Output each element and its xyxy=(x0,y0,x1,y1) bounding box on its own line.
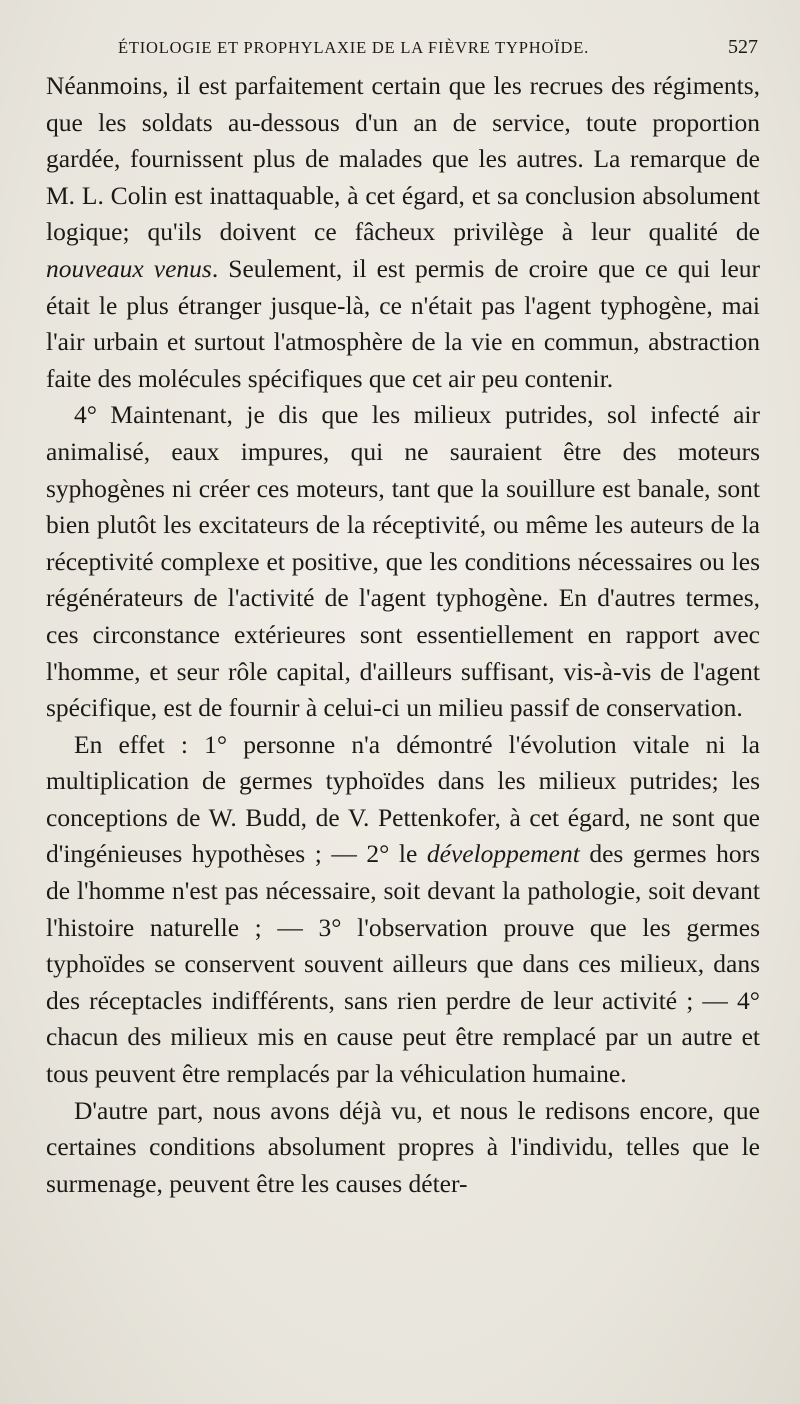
paragraph-4 xyxy=(46,1093,760,1203)
paragraph-text: . Seulement, il est permis de croire que ce qui leur était le plus étranger jusque-là, ce n'était pas l'agent typhogène, mai l'air urbain et surtout l'atmosphère de la vie en commun, abstraction faite des molécules spécifiques que cet air peu contenir. xyxy=(46,253,761,393)
paragraph-text: D'autre part, nous avons déjà vu, et nous le redisons encore, que certaines conditions absolument propres à l'individu, telles que le surmenage, peuvent être les causes déter- xyxy=(46,1095,760,1198)
running-title: ÉTIOLOGIE ET PROPHYLAXIE DE LA FIÈVRE TYPHOÏDE. xyxy=(118,38,589,57)
paragraph-3 xyxy=(46,727,760,1093)
paragraph-text: des germes hors de l'homme n'est pas nécessaire, soit devant la pathologie, soit devant l'histoire naturelle ; — 3° l'observation prouve que les germes typhoïdes se conservent souvent ailleurs que dans ces milieux, dans des réceptacles indifférents, sans rien perdre de leur activité ; — 4° chacun des milieux mis en cause peut être remplacé par un autre et tous peuvent être remplacés par la véhiculation humaine. xyxy=(46,839,761,1089)
italic-phrase: nouveaux venus xyxy=(46,253,212,283)
paragraph-text: 4° Maintenant, je dis que les milieux putrides, sol infecté air animalisé, eaux impures, qui ne sauraient être des moteurs syphogènes ni créer ces moteurs, tant que la souillure est banale, sont bien plutôt les excitateurs de la réceptivité, ou même les auteurs de la réceptivité complexe et positive, que les conditions nécessaires ou les régénérateurs de l'activité de l'agent typhogène. En d'autres termes, ces circonstance extérieures sont essentiellement en rapport avec l'homme, et seur rôle capital, d'ailleurs suffisant, vis-à-vis de l'agent spécifique, est de fournir à celui-ci un milieu passif de conservation. xyxy=(46,400,760,723)
running-header xyxy=(46,34,760,68)
paragraph-text: En effet : 1° personne n'a démontré l'évolution vitale ni la multiplication de germes typhoïdes dans les milieux putrides; les conceptions de W. Budd, de V. Pettenkofer, à cet égard, ne sont que d'ingénieuses hypothèses ; — 2° le xyxy=(46,729,760,869)
paragraph-text: Néanmoins, il est parfaitement certain que les recrues des régiments, que les soldats au-dessous d'un an de service, toute proportion gardée, fournissent plus de malades que les autres. La remarque de M. L. Colin est inattaquable, à cet égard, et sa conclusion absolument logique; qu'ils doivent ce fâcheux privilège à leur qualité de xyxy=(46,71,760,247)
italic-phrase: développement xyxy=(426,839,580,869)
body-text xyxy=(46,68,760,1202)
paragraph-1 xyxy=(46,68,760,397)
paragraph-2 xyxy=(46,397,760,726)
page-number: 527 xyxy=(728,36,758,58)
